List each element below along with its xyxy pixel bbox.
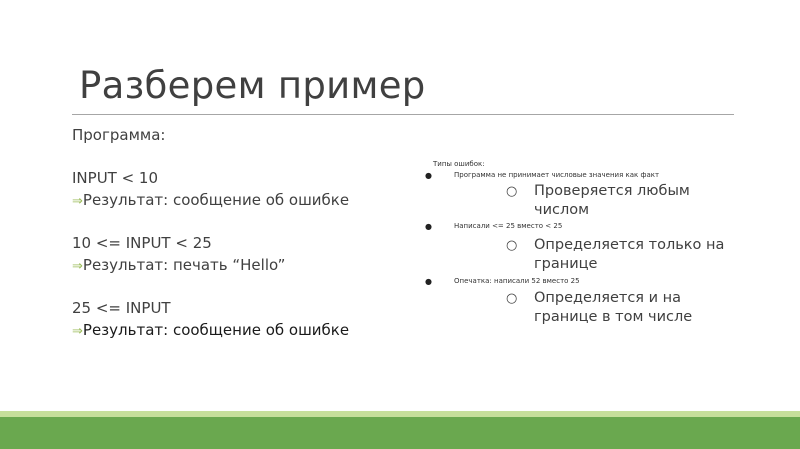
arrow-icon: ⇒: [72, 324, 83, 339]
arrow-icon: ⇒: [72, 259, 83, 274]
circle-bullet-icon: ○: [506, 238, 518, 253]
result-1: Результат: сообщение об ошибке: [82, 191, 350, 209]
spacer: [72, 211, 412, 232]
bullet-dot-icon: ●: [425, 277, 432, 286]
result-3: Результат: сообщение об ошибке: [82, 321, 350, 339]
circle-bullet-icon: ○: [506, 184, 518, 199]
condition-2: 10 <= INPUT < 25: [72, 234, 212, 252]
result-3-line: [72, 319, 412, 341]
title-divider: [72, 114, 734, 115]
error-type-3-detail: Определяется и на границе в том числе: [534, 290, 693, 325]
condition-1: INPUT < 10: [72, 169, 159, 187]
error-type-1-detail: Проверяется любым числом: [534, 183, 690, 218]
error-type-2-detail: Определяется только на границе: [534, 237, 725, 272]
spacer: [72, 276, 412, 297]
result-2-line: [72, 254, 412, 276]
program-heading: Программа:: [72, 126, 166, 144]
footer-band: [0, 417, 800, 449]
condition-3: 25 <= INPUT: [72, 299, 171, 317]
result-2: Результат: печать “Hello”: [82, 256, 286, 274]
left-column: [72, 124, 412, 341]
bullet-dot-icon: ●: [425, 171, 432, 180]
arrow-icon: ⇒: [72, 194, 83, 209]
slide-title: Разберем пример: [79, 64, 426, 107]
bullet-dot-icon: ●: [425, 222, 432, 231]
circle-bullet-icon: ○: [506, 291, 518, 306]
spacer: [72, 146, 412, 167]
error-types-heading: Типы ошибок:: [433, 160, 485, 168]
error-type-1: Программа не принимает числовые значения как факт: [454, 171, 660, 179]
error-type-2: Написали <= 25 вместо < 25: [454, 222, 563, 230]
error-type-3: Опечатка: написали 52 вместо 25: [454, 277, 580, 285]
result-1-line: [72, 189, 412, 211]
